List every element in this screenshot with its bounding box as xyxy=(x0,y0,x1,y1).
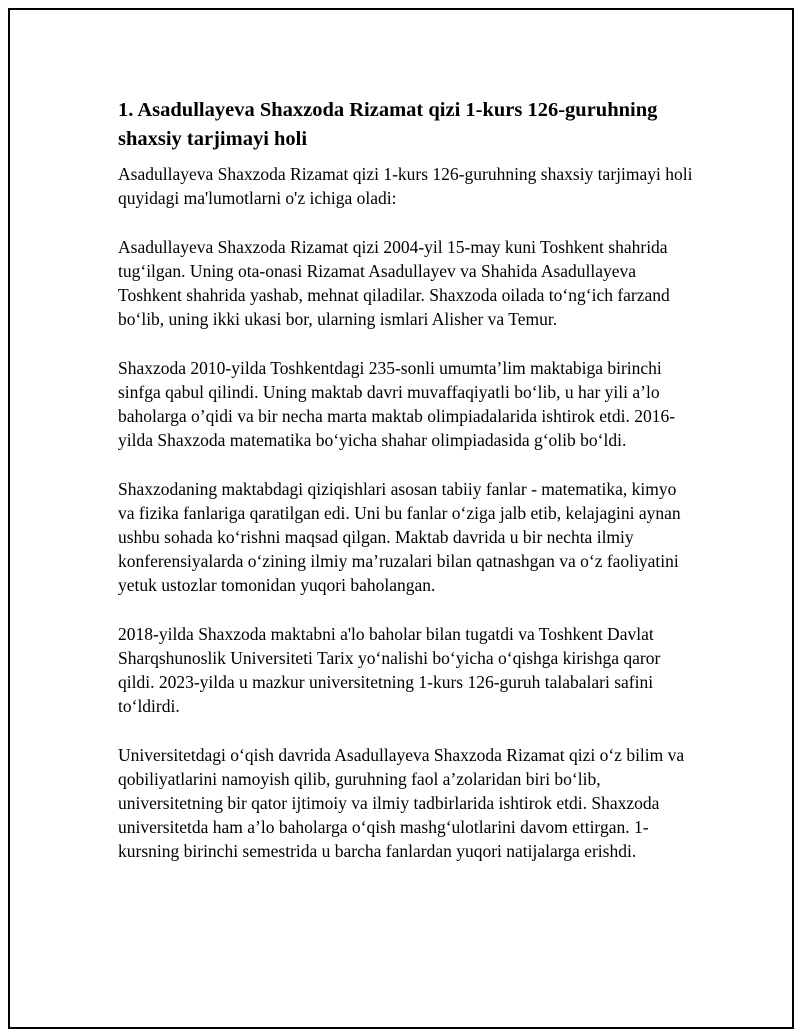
paragraph-intro: Asadullayeva Shaxzoda Rizamat qizi 1-kurs 126-guruhning shaxsiy tarjimayi holi quyidagi ma'lumotlarni o'z ichiga oladi: xyxy=(118,164,693,208)
document-title: 1. Asadullayeva Shaxzoda Rizamat qizi 1-kurs 126-guruhning shaxsiy tarjimayi holi xyxy=(118,99,658,150)
document-body xyxy=(118,96,693,888)
paragraph-birth-family: Asadullayeva Shaxzoda Rizamat qizi 2004-yil 15-may kuni Toshkent shahrida tug‘ilgan. Uning ota-onasi Rizamat Asadullayev va Shahida Asadullayeva Toshkent shahrida yashab, mehnat qiladilar. Shaxzoda oilada to‘ng‘ich farzand bo‘lib, uning ikki ukasi bor, ularning ismlari Alisher va Temur. xyxy=(118,237,670,329)
paragraph-interests: Shaxzodaning maktabdagi qiziqishlari asosan tabiiy fanlar - matematika, kimyo va fizika fanlariga qaratilgan edi. Uni bu fanlar o‘ziga jalb etib, kelajagini aynan ushbu sohada ko‘rishni maqsad qilgan. Maktab davrida u bir nechta ilmiy konferensiyalarda o‘zining ilmiy ma’ruzalari bilan qatnashgan va o‘z faoliyatini yetuk ustozlar tomonidan yuqori baholangan. xyxy=(118,479,681,595)
paragraph-university-studies: Universitetdagi o‘qish davrida Asadullayeva Shaxzoda Rizamat qizi o‘z bilim va qobiliyatlarini namoyish qilib, guruhning faol a’zolaridan biri bo‘lib, universitetning bir qator ijtimoiy va ilmiy tadbirlarida ishtirok etdi. Shaxzoda universitetda ham a’lo baholarga o‘qish mashg‘ulotlarini davom ettirgan. 1-kursning birinchi semestrida u barcha fanlardan yuqori natijalarga erishdi. xyxy=(118,745,685,861)
paragraph-university-admission: 2018-yilda Shaxzoda maktabni a'lo baholar bilan tugatdi va Toshkent Davlat Sharqshunoslik Universiteti Tarix yo‘nalishi bo‘yicha o‘qishga kirishga qaror qildi. 2023-yilda u mazkur universitetning 1-kurs 126-guruh talabalari safini to‘ldirdi. xyxy=(118,624,661,716)
paragraph-school: Shaxzoda 2010-yilda Toshkentdagi 235-sonli umumta’lim maktabiga birinchi sinfga qabul qilindi. Uning maktab davri muvaffaqiyatli bo‘lib, u har yili a’lo baholarga o’qidi va bir necha marta maktab olimpiadalarida ishtirok etdi. 2016-yilda Shaxzoda matematika bo‘yicha shahar olimpiadasida g‘olib bo‘ldi. xyxy=(118,358,676,450)
page-frame xyxy=(8,8,794,1029)
